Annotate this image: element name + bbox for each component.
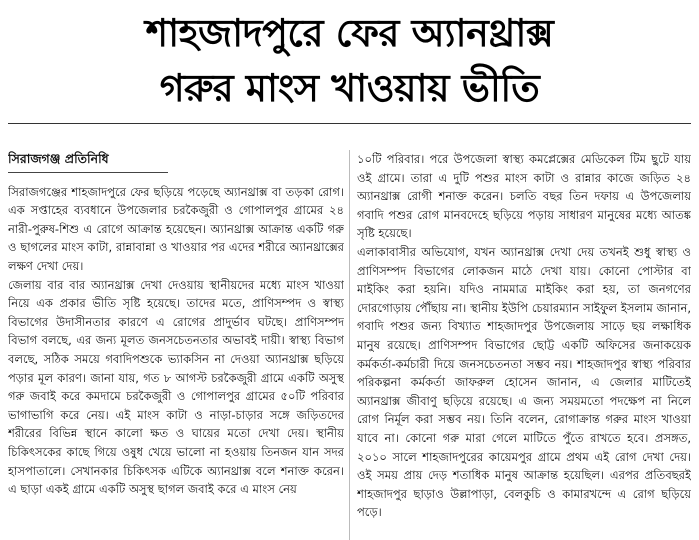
paragraph: এলাকাবাসীর অভিযোগ, যখন অ্যানথ্রাক্স দেখা দেয় তখনই শুধু স্বাস্থ্য ও প্রাণিসম্পদ বিভাগের লোকজন মাঠে দেখা যায়। কোনো পোস্টার বা মাইকিং করা হয়নি। যদিও নামমাত্র মাইকিং করা হয়, তা জনগণের দোরগোড়ায় পৌঁছায় না। স্থানীয় ইউপি চেয়ারম্যান সাইফুল ইসলাম জানান, গবাদি পশুর জন্য বিখ্যাত শাহজাদপুর উপজেলায় সাড়ে ছয় লক্ষাধিক মানুষ রয়েছে। প্রাণিসম্পদ বিভাগের ছোট্ট একটি অফিসের জনাকয়েক কর্মকর্তা-কর্মচারী দিয়ে জনসচেতনতা সম্ভব নয়। শাহজাদপুর স্বাস্থ্য পরিবার পরিকল্পনা কর্মকর্তা জাফরুল হোসেন জানান, এ জেলার মাটিতেই অ্যানথ্রাক্স জীবাণু ছড়িয়ে রয়েছে। এ জন্য সময়মতো পদক্ষেপ না নিলে রোগ নির্মূল করা সম্ভব নয়। তিনি বলেন, রোগাক্রান্ত গরুর মাংস খাওয়া যাবে না। কোনো গরু মারা গেলে মাটিতে পুঁতে রাখতে হবে। প্রসঙ্গত, ২০১০ সালে শাহজাদপুরের কায়েমপুর গ্রামে প্রথম এই রোগ দেখা দেয়। ওই সময় প্রায় দেড় শতাধিক মানুষ আক্রান্ত হয়েছিল। এরপর প্রতিবছরই শাহজাদপুর ছাড়াও উল্লাপাড়া, বেলকুচি ও কামারখন্দে এ রোগ ছড়িয়ে পড়ে। — [357, 244, 691, 520]
headline-line-1: শাহজাদপুরে ফের অ্যানথ্রাক্স — [145, 11, 554, 55]
headline-rule — [8, 123, 691, 124]
paragraph: সিরাজগঞ্জের শাহজাদপুরে ফের ছড়িয়ে পড়েছে অ্যানথ্রাক্স বা তড়কা রোগ। এক সপ্তাহের ব্যবধানে উপজেলার চরকৈজুরী ও গোপালপুর গ্রামের ২৪ নারী-পুরুষ-শিশু এ রোগে আক্রান্ত হয়েছেন। অ্যানথ্রাক্স আক্রান্ত একটি গরু ও ছাগলের মাংস কাটা, রান্নাবান্না ও খাওয়ার পর এদের শরীরে অ্যানথ্রাক্সের লক্ষণ দেখা দেয়। — [8, 184, 344, 273]
headline — [0, 6, 699, 116]
paragraph: জেলায় বার বার অ্যানথ্রাক্স দেখা দেওয়ায় স্থানীয়দের মধ্যে মাংস খাওয়া নিয়ে এক প্রকার ভীতি সৃষ্টি হয়েছে। তাদের মতে, প্রাণিসম্পদ ও স্বাস্থ্য বিভাগের উদাসীনতার কারণে এ রোগের প্রাদুর্ভাব ঘটছে। প্রাণিসম্পদ বিভাগ বলছে, এর জন্য মূলত জনসচেতনতার অভাবই দায়ী। স্বাস্থ্য বিভাগ বলছে, সঠিক সময়ে গবাদিপশুকে ভ্যাকসিন না দেওয়া অ্যানথ্রাক্স ছড়িয়ে পড়ার মূল কারণ। জানা যায়, গত ৮ আগস্ট চরকৈজুরী গ্রামে একটি অসুস্থ গরু জবাই করে কমদামে চরকৈজুরী ও গোপালপুর গ্রামের ৫০টি পরিবার ভাগাভাগি করে নেয়। এই মাংস কাটা ও নাড়া-চাড়ার সঙ্গে জড়িতদের শরীরের বিভিন্ন স্থানে কালো ক্ষত ও ঘায়ের মতো দেখা দেয়। স্থানীয় চিকিৎসকের কাছে গিয়ে ওষুধ খেয়ে ভালো না হওয়ায় তিনজন যান সদর হাসপাতালে। সেখানকার চিকিৎসক এটিকে অ্যানথ্রাক্স বলে শনাক্ত করেন। এ ছাড়া একই গ্রামে একটি অসুস্থ ছাগল জবাই করে এ মাংস নেয় — [8, 277, 344, 497]
article-column-left — [8, 150, 344, 540]
column-divider — [349, 150, 350, 540]
article-column-right — [357, 150, 691, 540]
byline: সিরাজগঞ্জ প্রতিনিধি — [8, 150, 168, 173]
paragraph: ১০টি পরিবার। পরে উপজেলা স্বাস্থ্য কমপ্লেক্সের মেডিকেল টিম ছুটে যায় ওই গ্রামে। তারা এ দুটি পশুর মাংস কাটা ও রান্নার কাজে জড়িত ২৪ অ্যানথ্রাক্স রোগী শনাক্ত করেন। চলতি বছর তিন দফায় এ উপজেলায় গবাদি পশুর রোগ মানবদেহে ছড়িয়ে পড়ায় সাধারণ মানুষের মধ্যে আতঙ্ক সৃষ্টি হয়েছে। — [357, 152, 691, 241]
headline-line-2: গরুর মাংস খাওয়ায় ভীতি — [159, 66, 540, 110]
